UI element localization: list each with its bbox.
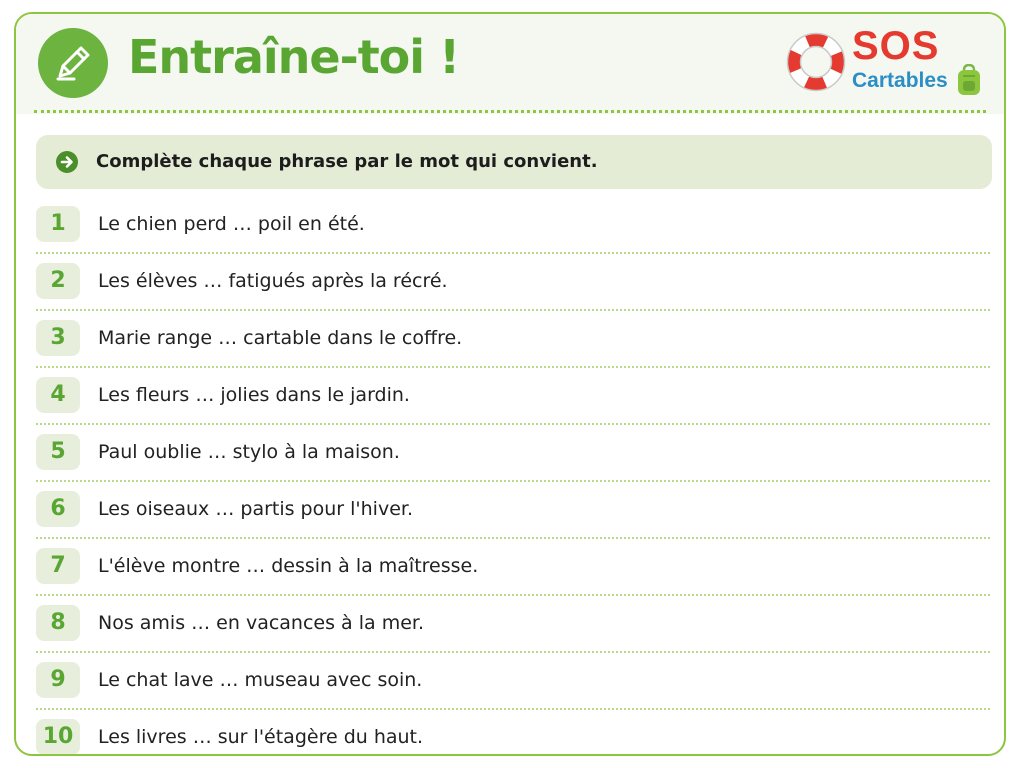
exercise-row bbox=[16, 596, 1004, 653]
exercise-row bbox=[16, 710, 1004, 756]
exercise-row bbox=[16, 425, 1004, 482]
exercise-number: 9 bbox=[36, 662, 80, 698]
exercise-row bbox=[16, 311, 1004, 368]
instruction-text: Complète chaque phrase par le mot qui convient. bbox=[96, 151, 598, 172]
exercise-row bbox=[16, 539, 1004, 596]
exercise-number: 7 bbox=[36, 548, 80, 584]
lifebuoy-icon bbox=[786, 32, 846, 92]
exercise-row bbox=[16, 653, 1004, 710]
exercise-number: 8 bbox=[36, 605, 80, 641]
exercise-number: 6 bbox=[36, 491, 80, 527]
backpack-icon bbox=[956, 64, 982, 96]
exercise-sentence: Les oiseaux … partis pour l'hiver. bbox=[98, 498, 414, 520]
exercise-number: 1 bbox=[36, 206, 80, 242]
exercise-sentence: Le chat lave … museau avec soin. bbox=[98, 669, 423, 691]
exercise-sentence: Les livres … sur l'étagère du haut. bbox=[98, 726, 424, 748]
logo-cartables-text: Cartables bbox=[852, 69, 948, 92]
exercise-sentence: L'élève montre … dessin à la maîtresse. bbox=[98, 555, 479, 577]
exercise-row bbox=[16, 254, 1004, 311]
logo bbox=[786, 24, 986, 96]
arrow-right-circle-icon bbox=[56, 151, 78, 173]
pencil-icon bbox=[38, 28, 108, 98]
logo-sos-text: SOS bbox=[852, 24, 940, 68]
exercise-sentence: Marie range … cartable dans le coffre. bbox=[98, 327, 463, 349]
exercise-row bbox=[16, 482, 1004, 539]
header bbox=[16, 14, 1004, 114]
exercise-sentence: Les élèves … fatigués après la récré. bbox=[98, 270, 448, 292]
exercise-card bbox=[14, 12, 1006, 756]
exercise-number: 2 bbox=[36, 263, 80, 299]
page-title: Entraîne-toi ! bbox=[128, 30, 460, 84]
exercise-sentence: Le chien perd … poil en été. bbox=[98, 213, 365, 235]
exercise-sentence: Nos amis … en vacances à la mer. bbox=[98, 612, 424, 634]
exercise-row bbox=[16, 197, 1004, 254]
exercise-number: 4 bbox=[36, 377, 80, 413]
instruction-banner bbox=[36, 135, 992, 189]
header-divider bbox=[34, 110, 986, 113]
exercise-number: 10 bbox=[36, 719, 80, 755]
exercise-number: 3 bbox=[36, 320, 80, 356]
exercise-sentence: Paul oublie … stylo à la maison. bbox=[98, 441, 400, 463]
exercise-list bbox=[16, 197, 1004, 756]
exercise-number: 5 bbox=[36, 434, 80, 470]
exercise-sentence: Les fleurs … jolies dans le jardin. bbox=[98, 384, 410, 406]
exercise-row bbox=[16, 368, 1004, 425]
